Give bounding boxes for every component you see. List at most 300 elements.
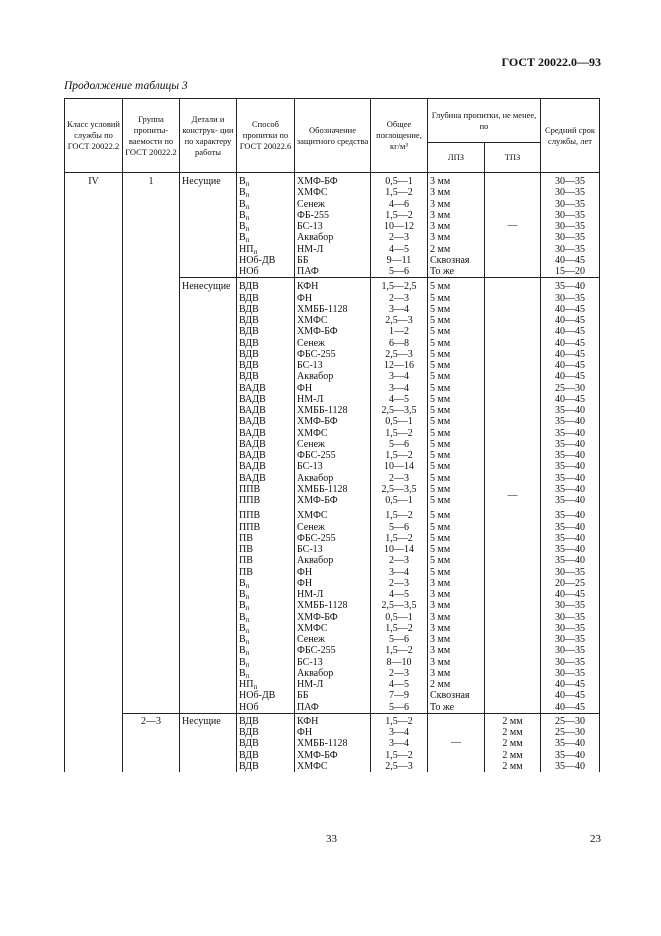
cell-lpz-line: 5 мм [430, 521, 451, 533]
method-subscript: п [245, 649, 250, 658]
cell-agent-line: ХМББ-1128 [297, 303, 348, 315]
cell-tpz-line: 2 мм [502, 760, 523, 772]
table-row [65, 278, 600, 714]
col-parts-header: Детали и конструк- ции по характеру работы [180, 99, 237, 173]
cell-absorption-line: 12—16 [384, 360, 414, 371]
cell-agent-line: ХМФС [297, 187, 328, 199]
method-subscript: п [245, 615, 250, 624]
cell-group-text: 2—3 [141, 715, 161, 727]
cell-life-line: 35—40 [555, 510, 586, 522]
cell-absorption-line: 6—8 [389, 337, 409, 349]
cell-method [237, 713, 295, 772]
cell-absorption-line: 7—9 [389, 690, 409, 702]
cell-method-line [239, 578, 292, 589]
cell-lpz-line: 5 мм [430, 483, 451, 495]
cell-agent-line: ХМФС [297, 760, 328, 772]
cell-absorption-line: 2—3 [389, 472, 409, 484]
cell-agent-line: ХМББ-1128 [297, 483, 348, 495]
cell-lpz-line: 5 мм [430, 371, 451, 383]
method-text: $В_п$ [239, 667, 250, 680]
cell-agent-line: ХМФ-БФ [297, 749, 338, 761]
cell-lpz-line: 5 мм [430, 495, 451, 506]
cell-agent-line: ФН [297, 382, 313, 394]
cell-absorption-line: 5—6 [389, 266, 409, 277]
cell-lpz-line: 2 мм [430, 243, 451, 255]
cell-lpz-line: То же [430, 266, 455, 277]
cell-agent-line: НМ-Л [297, 393, 324, 405]
cell-method-line: ПВ [239, 566, 253, 578]
cell-method-line [239, 187, 292, 198]
cell-tpz-line: 2 мм [502, 715, 523, 727]
cell-method-line: ППВ [239, 495, 261, 506]
cell-life-line: 35—40 [555, 495, 586, 506]
cell-lpz-line: 5 мм [430, 405, 451, 416]
cell-absorption [371, 173, 428, 278]
cell-lpz [428, 173, 485, 278]
cell-lpz-dash: — [451, 737, 461, 749]
cell-life-line: 35—40 [555, 544, 586, 555]
cell-life-line: 30—35 [555, 656, 586, 668]
cell-method-line: НОб [239, 701, 259, 713]
cell-agent-line: ХМФ-БФ [297, 326, 338, 338]
col-depth-header: Глубина пропитки, не менее, по [428, 99, 541, 143]
cell-method-line: ВАДВ [239, 427, 266, 439]
cell-method-line [239, 589, 292, 600]
cell-parts [180, 713, 237, 772]
cell-agent-line: БС-13 [297, 461, 323, 473]
cell-method-line: ВАДВ [239, 405, 266, 416]
cell-agent-line: ББ [297, 690, 309, 702]
cell-absorption-line: 5—6 [389, 634, 409, 645]
cell-absorption-line: 3—4 [389, 738, 409, 750]
method-subscript: п [245, 593, 250, 601]
cell-method-line: ВДВ [239, 727, 259, 738]
cell-life-line: 30—35 [555, 600, 586, 612]
cell-agent-line: НМ-Л [297, 589, 324, 600]
method-text: $В_п$ [239, 600, 250, 613]
method-subscript: п [245, 191, 250, 200]
cell-agent-line: ББ [297, 254, 309, 266]
cell-lpz-line: 3 мм [430, 611, 451, 623]
cell-life-line: 40—45 [555, 337, 586, 349]
cell-parts [180, 278, 237, 714]
cell-lpz-line: 3 мм [430, 232, 451, 244]
cell-absorption-line: 4—5 [389, 393, 409, 405]
cell-life-line: 40—45 [555, 371, 586, 383]
table-body [65, 173, 600, 773]
cell-lpz-line: 5 мм [430, 393, 451, 405]
cell-absorption-line: 5—6 [389, 701, 409, 713]
cell-agent-line: ФН [297, 727, 313, 738]
cell-lpz-line: 5 мм [430, 450, 451, 461]
cell-group [123, 173, 180, 278]
cell-lpz-line: 3 мм [430, 176, 451, 187]
cell-lpz-line: 3 мм [430, 645, 451, 657]
cell-method-line: ВДВ [239, 760, 259, 772]
cell-lpz-line: 5 мм [430, 461, 451, 473]
page-number-center: 33 [326, 833, 337, 845]
cell-life-line: 35—40 [555, 438, 586, 450]
cell-absorption-line: 2—3 [389, 232, 409, 244]
cell-lpz-line: 3 мм [430, 600, 451, 612]
cell-life-line: 35—40 [555, 532, 586, 544]
cell-agent-line: Аквабор [297, 232, 334, 244]
impregnation-table [64, 98, 600, 772]
cell-absorption-line: 3—4 [389, 566, 409, 578]
cell-life-line: 40—45 [555, 254, 586, 266]
cell-agent-line: НМ-Л [297, 243, 324, 255]
cell-absorption-line: 2,5—3,5 [381, 483, 417, 495]
cell-method-line [239, 645, 292, 656]
cell-lpz-line: Сквозная [430, 254, 470, 266]
cell-absorption-line: 0,5—1 [385, 416, 413, 428]
method-text: $В_п$ [239, 176, 250, 188]
cell-method-line [239, 623, 292, 634]
method-subscript: п [245, 180, 250, 188]
cell-agent-line: КФН [297, 281, 319, 293]
cell-absorption-line: 3—4 [389, 303, 409, 315]
cell-method-line: ППВ [239, 510, 261, 522]
cell-method-line: ВАДВ [239, 472, 266, 484]
cell-agent-line: ФН [297, 577, 313, 589]
cell-life-line: 30—35 [555, 622, 586, 634]
cell-absorption-line: 4—6 [389, 198, 409, 210]
cell-life-line: 30—35 [555, 667, 586, 679]
method-subscript: п [245, 225, 250, 233]
cell-lpz-line: 3 мм [430, 667, 451, 679]
cell-absorption-line: 0,5—1 [385, 495, 413, 506]
cell-lpz-line: 5 мм [430, 348, 451, 360]
cell-method-line [239, 176, 292, 187]
col-tpz-header: ТПЗ [485, 143, 541, 173]
method-text: $В_п$ [239, 198, 250, 211]
cell-life-line: 35—40 [555, 427, 586, 439]
table-row [65, 713, 600, 772]
cell-method-line: ВАДВ [239, 450, 266, 461]
cell-tpz-line: 2 мм [502, 749, 523, 761]
cell-agent-line: БС-13 [297, 360, 323, 371]
cell-absorption-line: 1,5—2 [385, 510, 413, 522]
method-subscript: п [245, 626, 250, 635]
cell-method-line: ВДВ [239, 315, 259, 326]
cell-lpz-line: 5 мм [430, 326, 451, 338]
method-subscript: п [253, 247, 258, 256]
cell-life-line: 35—40 [555, 738, 586, 750]
cell-absorption-line: 4—5 [389, 243, 409, 255]
cell-absorption-line: 2—3 [389, 667, 409, 679]
method-subscript: п [245, 236, 250, 245]
table-row [65, 173, 600, 278]
col-lpz-header: ЛПЗ [428, 143, 485, 173]
cell-agent-line: ХМББ-1128 [297, 738, 348, 750]
col-group-header: Группа пропиты- ваемости по ГОСТ 20022.2 [123, 99, 180, 173]
cell-life-line: 25—30 [555, 382, 586, 394]
cell-agent-line: ХМФС [297, 315, 328, 326]
cell-life-line: 35—40 [555, 281, 586, 293]
cell-lpz-line: 3 мм [430, 656, 451, 668]
cell-method-line: ВАДВ [239, 461, 266, 473]
cell-agent-line: НМ-Л [297, 679, 324, 690]
cell-absorption-line: 1,5—2 [385, 715, 413, 727]
cell-agent-line: ХМФС [297, 622, 328, 634]
cell-absorption-line: 2,5—3 [385, 315, 413, 326]
cell-agent-line: КФН [297, 715, 319, 727]
cell-lpz [428, 713, 485, 772]
cell-life-line: 35—40 [555, 405, 586, 416]
cell-lpz-line: 3 мм [430, 187, 451, 199]
cell-absorption-line: 1,5—2 [385, 645, 413, 657]
cell-absorption-line: 2—3 [389, 577, 409, 589]
method-text: $В_п$ [239, 622, 250, 635]
method-text: $В_п$ [239, 232, 250, 245]
cell-absorption-line: 5—6 [389, 438, 409, 450]
cell-life-line: 40—45 [555, 589, 586, 600]
cell-agent-line: ПАФ [297, 701, 319, 713]
cell-tpz [485, 713, 541, 772]
cell-absorption-line: 10—14 [384, 461, 414, 473]
cell-tpz-line: 2 мм [502, 727, 523, 738]
cell-agent-line: ХМББ-1128 [297, 405, 348, 416]
cell-absorption [371, 713, 428, 772]
cell-method-line [239, 210, 292, 221]
cell-life [541, 713, 600, 772]
method-subscript: п [245, 660, 250, 669]
cell-life-line: 40—45 [555, 393, 586, 405]
cell-agent-line: ФБС-255 [297, 532, 336, 544]
cell-life-line: 30—35 [555, 232, 586, 244]
cell-absorption-line: 9—11 [386, 254, 412, 266]
cell-tpz-dash: — [507, 489, 518, 501]
cell-method-line [239, 199, 292, 210]
method-text: $В_п$ [239, 221, 250, 233]
cell-absorption-line: 3—4 [389, 727, 409, 738]
cell-method-line: ППВ [239, 483, 261, 495]
method-text: $В_п$ [239, 634, 250, 646]
cell-life-line: 40—45 [555, 326, 586, 338]
cell-parts [180, 173, 237, 278]
cell-life-line: 40—45 [555, 679, 586, 690]
cell-method-line: НОб [239, 266, 259, 277]
cell-class-text [67, 281, 120, 292]
cell-agent-line: ПАФ [297, 266, 319, 277]
cell-life-line: 35—40 [555, 483, 586, 495]
cell-lpz-line: 5 мм [430, 360, 451, 371]
cell-method-line: ПВ [239, 532, 253, 544]
cell-absorption-line: 1,5—2 [385, 187, 413, 199]
method-text: $НП_п$ [239, 243, 258, 256]
cell-agent-line: Сенеж [297, 634, 325, 645]
cell-absorption-line: 4—5 [389, 589, 409, 600]
cell-class [65, 713, 123, 772]
cell-lpz-line: 3 мм [430, 198, 451, 210]
cell-method-line: ПВ [239, 544, 253, 555]
cell-agent [295, 713, 371, 772]
cell-agent-line: ФБС-255 [297, 645, 336, 657]
cell-tpz [485, 173, 541, 278]
cell-class-text [67, 715, 120, 726]
cell-life-line: 30—35 [555, 645, 586, 657]
cell-method-line: ВАДВ [239, 416, 266, 428]
cell-method-line [239, 679, 292, 690]
cell-life-line: 30—35 [555, 198, 586, 210]
method-text: $В_п$ [239, 656, 250, 669]
cell-method-line: ВАДВ [239, 382, 266, 394]
method-subscript: п [245, 638, 250, 646]
cell-absorption-line: 1,5—2 [385, 622, 413, 634]
cell-lpz-line: 5 мм [430, 303, 451, 315]
cell-agent-line: ХМФ-БФ [297, 495, 338, 506]
cell-lpz-line: 3 мм [430, 577, 451, 589]
cell-life [541, 173, 600, 278]
cell-agent [295, 278, 371, 714]
cell-life-line: 25—30 [555, 715, 586, 727]
col-class-header: Класс условий службы по ГОСТ 20022.2 [65, 99, 123, 173]
method-subscript: п [245, 604, 250, 613]
cell-life-line: 30—35 [555, 209, 586, 221]
cell-agent-line: БС-13 [297, 221, 323, 232]
cell-absorption-line: 2,5—3,5 [381, 600, 417, 612]
cell-lpz-line: 3 мм [430, 221, 451, 232]
cell-agent-line: ХМББ-1128 [297, 600, 348, 612]
method-text: $В_п$ [239, 187, 250, 200]
cell-method-line: ВДВ [239, 749, 259, 761]
cell-agent-line: ХМФС [297, 510, 328, 522]
cell-life-line: 30—35 [555, 634, 586, 645]
cell-lpz [428, 278, 485, 714]
cell-lpz-line: 3 мм [430, 634, 451, 645]
cell-absorption-line: 1,5—2 [385, 427, 413, 439]
cell-method-line: ВДВ [239, 371, 259, 383]
cell-lpz-line: Сквозная [430, 690, 470, 702]
cell-absorption-line: 2—3 [389, 555, 409, 567]
cell-absorption-line: 2—3 [389, 292, 409, 304]
cell-life-line: 30—35 [555, 243, 586, 255]
cell-lpz-line: 5 мм [430, 315, 451, 326]
cell-absorption-line: 1,5—2,5 [381, 281, 417, 293]
cell-method-line: ВАДВ [239, 393, 266, 405]
cell-agent-line: Сенеж [297, 521, 325, 533]
cell-life-line: 30—35 [555, 221, 586, 232]
cell-group [123, 713, 180, 772]
cell-agent-line: ФН [297, 292, 313, 304]
cell-life-line: 40—45 [555, 701, 586, 713]
cell-class-text: IV [88, 176, 99, 187]
cell-absorption-line: 1,5—2 [385, 450, 413, 461]
cell-absorption-line: 3—4 [389, 382, 409, 394]
cell-lpz-line: 5 мм [430, 438, 451, 450]
cell-absorption-line: 3—4 [389, 371, 409, 383]
method-text: $В_п$ [239, 645, 250, 658]
cell-life-line: 25—30 [555, 727, 586, 738]
cell-method-line: НОб-ДВ [239, 690, 276, 702]
cell-method-line [239, 244, 292, 255]
method-text: $В_п$ [239, 209, 250, 222]
cell-tpz-dash: — [507, 219, 518, 231]
cell-life-line: 35—40 [555, 450, 586, 461]
cell-life-line: 35—40 [555, 555, 586, 567]
cell-life-line: 40—45 [555, 315, 586, 326]
table-continuation-caption: Продолжение таблицы 3 [64, 80, 188, 92]
cell-method-line: ВАДВ [239, 438, 266, 450]
cell-absorption-line: 4—5 [389, 679, 409, 690]
method-subscript: п [245, 581, 250, 590]
cell-lpz-line: 5 мм [430, 382, 451, 394]
cell-agent-line: БС-13 [297, 544, 323, 555]
cell-method-line [239, 668, 292, 679]
cell-agent-line: Сенеж [297, 337, 325, 349]
cell-parts-text: Несущие [182, 715, 221, 727]
cell-method-line [239, 600, 292, 611]
method-text: $В_п$ [239, 577, 250, 590]
cell-lpz-line: 5 мм [430, 427, 451, 439]
cell-life-line: 40—45 [555, 360, 586, 371]
cell-method-line: ВДВ [239, 326, 259, 338]
cell-lpz-line: 5 мм [430, 337, 451, 349]
cell-lpz-line: 5 мм [430, 566, 451, 578]
cell-life-line: 15—20 [555, 266, 586, 277]
cell-agent-line: ХМФ-БФ [297, 176, 338, 187]
cell-method-line [239, 634, 292, 645]
cell-absorption-line: 8—10 [386, 656, 412, 668]
cell-lpz-line: 3 мм [430, 622, 451, 634]
cell-absorption-line: 5—6 [389, 521, 409, 533]
cell-agent-line: Аквабор [297, 371, 334, 383]
cell-absorption-line: 1,5—2 [385, 209, 413, 221]
cell-class [65, 173, 123, 278]
cell-life-line: 40—45 [555, 348, 586, 360]
cell-life-line: 30—35 [555, 292, 586, 304]
cell-absorption-line: 10—14 [384, 544, 414, 555]
cell-tpz-line: 2 мм [502, 738, 523, 750]
cell-method-line: ПВ [239, 555, 253, 567]
method-text: $НП_п$ [239, 679, 258, 691]
cell-lpz-line: 5 мм [430, 532, 451, 544]
cell-absorption [371, 278, 428, 714]
cell-lpz-line: 2 мм [430, 679, 451, 690]
col-agent-header: Обозначение защитного средства [295, 99, 371, 173]
cell-absorption-line: 1,5—2 [385, 749, 413, 761]
cell-group-text: 1 [148, 176, 154, 187]
cell-lpz-line: 5 мм [430, 544, 451, 555]
cell-life-line: 30—35 [555, 611, 586, 623]
cell-life-line: 35—40 [555, 416, 586, 428]
cell-method-line: ВДВ [239, 281, 259, 293]
cell-lpz-line: 5 мм [430, 416, 451, 428]
cell-lpz-line: 5 мм [430, 292, 451, 304]
cell-parts-text: Несущие [182, 176, 221, 187]
cell-method-line: ВДВ [239, 715, 259, 727]
cell-life-line: 40—45 [555, 303, 586, 315]
cell-absorption-line: 1—2 [389, 326, 409, 338]
cell-life-line: 30—35 [555, 176, 586, 187]
cell-method-line: ППВ [239, 521, 261, 533]
cell-lpz-line: 3 мм [430, 589, 451, 600]
cell-agent-line: БС-13 [297, 656, 323, 668]
cell-agent-line: Аквабор [297, 667, 334, 679]
cell-method-line: ВДВ [239, 292, 259, 304]
cell-lpz-line: То же [430, 701, 455, 713]
cell-life-line: 35—40 [555, 749, 586, 761]
cell-method-line [239, 221, 292, 232]
cell-agent [295, 173, 371, 278]
cell-absorption-line: 2,5—3 [385, 760, 413, 772]
cell-parts-text: Ненесущие [182, 281, 231, 293]
method-text: $В_п$ [239, 611, 250, 624]
cell-absorption-line: 2,5—3,5 [381, 405, 417, 416]
cell-method-line: ВДВ [239, 303, 259, 315]
cell-agent-line: ХМФС [297, 427, 328, 439]
cell-group [123, 278, 180, 714]
